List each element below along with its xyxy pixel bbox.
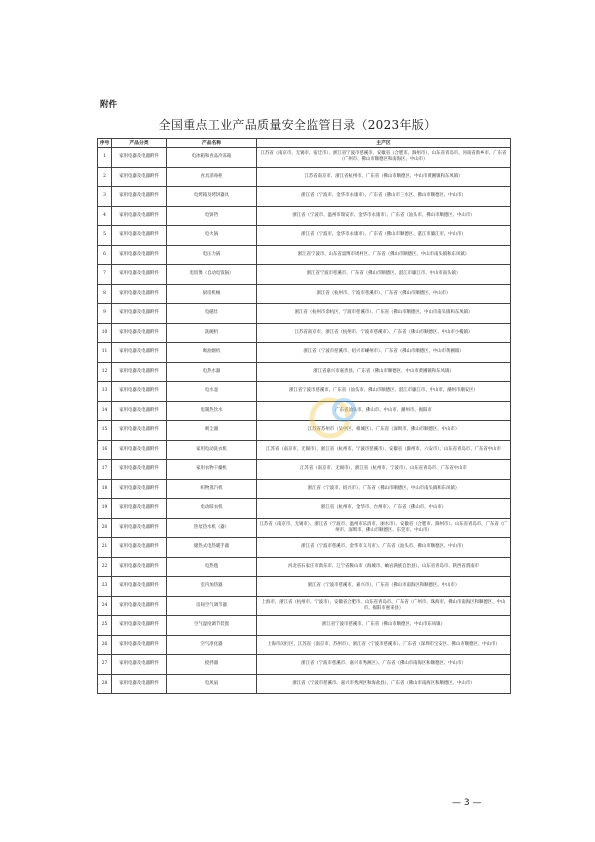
cell-no: 4 bbox=[98, 206, 112, 226]
table-row bbox=[98, 518, 511, 538]
catalog-table bbox=[97, 138, 511, 694]
table-row bbox=[98, 557, 511, 577]
cell-area: 浙江省（宁波市慈溪市、金华市义乌市）、广东省（汕头市、佛山市顺德区、中山市） bbox=[257, 538, 511, 558]
cell-no: 11 bbox=[98, 343, 112, 363]
cell-no: 12 bbox=[98, 362, 112, 382]
cell-product: 织物蒸汽机 bbox=[167, 479, 257, 499]
cell-product: 电风扇 bbox=[167, 674, 257, 694]
header-category: 产品分类 bbox=[112, 139, 167, 148]
cell-area: 浙江省（宁波市、金华市永康市）、广东省（佛山市三水区、佛山市顺德区、中山市） bbox=[257, 187, 511, 207]
cell-area: 江苏省（南京市、无锡市）、浙江省（杭州市、宁波市慈溪市）、安徽省（滁州市、六安市）、山东省青岛市、广东省中山市 bbox=[257, 440, 511, 460]
cell-area: 浙江省（宁波市慈溪市、嘉兴市秀洲区和海盐县）、广东省（佛山市南海区和顺德区、中山市） bbox=[257, 674, 511, 694]
cell-product: 储热式电热暖手器 bbox=[167, 538, 257, 558]
table-header-row bbox=[98, 139, 511, 148]
cell-category: 家用电器及电器附件 bbox=[112, 245, 167, 265]
cell-area: 浙江省（杭州市、宁波市慈溪市）、广东省（佛山市顺德区、中山市） bbox=[257, 284, 511, 304]
cell-product: 空气净化器 bbox=[167, 635, 257, 655]
cell-product: 吸油烟机 bbox=[167, 343, 257, 363]
cell-product: 吸尘器 bbox=[167, 421, 257, 441]
cell-area: 江苏省南京市、浙江省杭州市、广东省（佛山市顺德区、中山市黄圃镇和东凤镇） bbox=[257, 167, 511, 187]
cell-category: 家用电器及电器附件 bbox=[112, 226, 167, 246]
cell-area: 浙江省（宁波市、绍兴市）、广东省（佛山市顺德区、中山市南头镇和东凤镇） bbox=[257, 479, 511, 499]
cell-category: 家用电器及电器附件 bbox=[112, 323, 167, 343]
table-row bbox=[98, 499, 511, 519]
cell-no: 25 bbox=[98, 616, 112, 636]
cell-product: 室内加热器 bbox=[167, 577, 257, 597]
cell-area: 江苏省南京市、浙江省（杭州市、宁波市慈溪市）、广东省（佛山市顺德区、中山市小榄镇） bbox=[257, 323, 511, 343]
cell-no: 9 bbox=[98, 304, 112, 324]
cell-category: 家用电器及电器附件 bbox=[112, 362, 167, 382]
cell-area: 浙江省宁波市慈溪市、广东省（汕头市、佛山市顺德区、湛江市廉江市、中山市、潮州市潮安区） bbox=[257, 382, 511, 402]
table-row bbox=[98, 538, 511, 558]
cell-area: 浙江省（宁波市慈溪市、嘉兴市）、广东省（佛山市南海区和顺德区、中山市） bbox=[257, 577, 511, 597]
cell-category: 家用电器及电器附件 bbox=[112, 440, 167, 460]
cell-category: 家用电器及电器附件 bbox=[112, 382, 167, 402]
cell-no: 14 bbox=[98, 401, 112, 421]
cell-product: 房间空气调节器 bbox=[167, 596, 257, 616]
table-row bbox=[98, 460, 511, 480]
cell-product: 热泵热水机（器） bbox=[167, 518, 257, 538]
cell-product: 电热毯 bbox=[167, 557, 257, 577]
table-row bbox=[98, 323, 511, 343]
cell-category: 家用电器及电器附件 bbox=[112, 206, 167, 226]
cell-product: 厨房机械 bbox=[167, 284, 257, 304]
cell-no: 8 bbox=[98, 284, 112, 304]
cell-category: 家用电器及电器附件 bbox=[112, 538, 167, 558]
cell-area: 浙江省（宁波市、温州市瑞安市、金华市永康市）、广东省（汕头市、佛山市顺德区、中山市） bbox=[257, 206, 511, 226]
cell-category: 家用电器及电器附件 bbox=[112, 557, 167, 577]
cell-product: 电饼铛 bbox=[167, 206, 257, 226]
table-row bbox=[98, 245, 511, 265]
cell-area: 上海市、浙江省（杭州市、宁波市）、安徽省合肥市、山东省青岛市、广东省（广州市、珠海市、佛山市南海区和顺德区、中山市、揭阳市惠来县） bbox=[257, 596, 511, 616]
table-row bbox=[98, 304, 511, 324]
cell-category: 家用电器及电器附件 bbox=[112, 479, 167, 499]
table-row bbox=[98, 206, 511, 226]
table-row bbox=[98, 362, 511, 382]
table-row bbox=[98, 655, 511, 675]
cell-product: 电水壶 bbox=[167, 382, 257, 402]
cell-product: 洗碗机 bbox=[167, 323, 257, 343]
table-row bbox=[98, 596, 511, 616]
cell-no: 21 bbox=[98, 538, 112, 558]
cell-no: 27 bbox=[98, 655, 112, 675]
cell-no: 7 bbox=[98, 265, 112, 285]
header-no: 序号 bbox=[98, 139, 112, 148]
cell-area: 浙江省嘉兴市嘉善县、广东省（佛山市顺德区、中山市黄圃镇和东凤镇） bbox=[257, 362, 511, 382]
cell-no: 1 bbox=[98, 148, 112, 168]
cell-category: 家用电器及电器附件 bbox=[112, 499, 167, 519]
cell-category: 家用电器及电器附件 bbox=[112, 401, 167, 421]
cell-area: 江苏省苏州市（吴中区、相城区）、广东省（深圳市、佛山市顺德区、中山市） bbox=[257, 421, 511, 441]
cell-product: 电磁灶 bbox=[167, 304, 257, 324]
table-row bbox=[98, 167, 511, 187]
cell-category: 家用电器及电器附件 bbox=[112, 635, 167, 655]
cell-category: 家用电器及电器附件 bbox=[112, 187, 167, 207]
cell-category: 家用电器及电器附件 bbox=[112, 284, 167, 304]
cell-category: 家用电器及电器附件 bbox=[112, 577, 167, 597]
cell-no: 24 bbox=[98, 596, 112, 616]
cell-product: 电制热饮水 bbox=[167, 401, 257, 421]
cell-no: 13 bbox=[98, 382, 112, 402]
cell-area: 浙江省宁波市慈溪市、广东省（佛山市顺德区、湛江市廉江市、中山市南头镇） bbox=[257, 265, 511, 285]
cell-no: 26 bbox=[98, 635, 112, 655]
table-row bbox=[98, 343, 511, 363]
header-product: 产品名称 bbox=[167, 139, 257, 148]
document-title: 全国重点工业产品质量安全监管目录（2023年版） bbox=[158, 118, 437, 132]
cell-area: 上海市闵行区、江苏省（南京市、苏州市）、浙江省（宁波市慈溪市）、广东省（深圳市宝安区、佛山市顺德区、中山市） bbox=[257, 635, 511, 655]
cell-no: 6 bbox=[98, 245, 112, 265]
cell-product: 食具消毒柜 bbox=[167, 167, 257, 187]
cell-category: 家用电器及电器附件 bbox=[112, 265, 167, 285]
cell-product: 电饭煲（自动电饭锅） bbox=[167, 265, 257, 285]
table-row bbox=[98, 187, 511, 207]
cell-category: 家用电器及电器附件 bbox=[112, 167, 167, 187]
table-row bbox=[98, 577, 511, 597]
cell-no: 22 bbox=[98, 557, 112, 577]
cell-category: 家用电器及电器附件 bbox=[112, 655, 167, 675]
cell-product: 空气湿度调节装置 bbox=[167, 616, 257, 636]
cell-area: 浙江省（杭州市余杭区、宁波市慈溪市）、广东省（佛山市顺德区、中山市南头镇和东凤镇） bbox=[257, 304, 511, 324]
cell-category: 家用电器及电器附件 bbox=[112, 596, 167, 616]
cell-category: 家用电器及电器附件 bbox=[112, 674, 167, 694]
cell-no: 2 bbox=[98, 167, 112, 187]
cell-product: 电冰箱和食品冷冻箱 bbox=[167, 148, 257, 168]
cell-area: 河北省石家庄市新乐市、辽宁省鞍山市（海城市、岫岩满族自治县）、山东省青岛市、陕西省渭南市 bbox=[257, 557, 511, 577]
cell-area: 江苏省（南京市、无锡市）、浙江省（宁波市、温州市乐清市、丽水市）、安徽省（合肥市、滁州市）、山东省青岛市、广东省（广州市、深圳市、佛山市顺德区、东莞市、中山市） bbox=[257, 518, 511, 538]
table-row bbox=[98, 265, 511, 285]
cell-product: 搅拌器 bbox=[167, 655, 257, 675]
cell-product: 家用电动洗衣机 bbox=[167, 440, 257, 460]
cell-area: 江苏省（南京市、无锡市、宿迁市）、浙江省宁波市慈溪市、安徽省（合肥市、滁州市）、山东省青岛市、河南省新乡市、广东省（广州市、佛山市顺德区和南海区、中山市） bbox=[257, 148, 511, 168]
cell-no: 28 bbox=[98, 674, 112, 694]
cell-no: 20 bbox=[98, 518, 112, 538]
cell-area: 浙江省宁波市、山东省淄博市周村区、广东省（佛山市顺德区、中山市南头镇和东凤镇） bbox=[257, 245, 511, 265]
table-body bbox=[98, 148, 511, 694]
cell-no: 5 bbox=[98, 226, 112, 246]
cell-no: 15 bbox=[98, 421, 112, 441]
cell-area: 江苏省（南京市、无锡市）、浙江省（杭州市、宁波市）、山东省青岛市、广东省中山市 bbox=[257, 460, 511, 480]
cell-area: 浙江省宁波市慈溪市、广东省（佛山市顺德区、中山市东凤镇） bbox=[257, 616, 511, 636]
cell-category: 家用电器及电器附件 bbox=[112, 616, 167, 636]
cell-area: 浙江省（宁波市慈溪市、绍兴市嵊州市）、广东省（佛山市顺德区、中山市黄圃镇） bbox=[257, 343, 511, 363]
cell-area: 广东省汕头市、佛山市、中山市、潮州市、揭阳市 bbox=[257, 401, 511, 421]
cell-no: 23 bbox=[98, 577, 112, 597]
table-row bbox=[98, 440, 511, 460]
cell-no: 19 bbox=[98, 499, 112, 519]
table-row bbox=[98, 674, 511, 694]
cell-category: 家用电器及电器附件 bbox=[112, 518, 167, 538]
cell-no: 3 bbox=[98, 187, 112, 207]
table-row bbox=[98, 284, 511, 304]
cell-product: 家用衣物干燥机 bbox=[167, 460, 257, 480]
page-number: — 3 — bbox=[452, 798, 482, 808]
cell-category: 家用电器及电器附件 bbox=[112, 148, 167, 168]
cell-no: 17 bbox=[98, 460, 112, 480]
cell-product: 电热水器 bbox=[167, 362, 257, 382]
table-row bbox=[98, 148, 511, 168]
cell-category: 家用电器及电器附件 bbox=[112, 460, 167, 480]
table-row bbox=[98, 421, 511, 441]
cell-area: 浙江省（宁波市、金华市永康市）、广东省（佛山市顺德区、湛江市廉江市、中山市） bbox=[257, 226, 511, 246]
cell-category: 家用电器及电器附件 bbox=[112, 304, 167, 324]
cell-category: 家用电器及电器附件 bbox=[112, 421, 167, 441]
table-row bbox=[98, 401, 511, 421]
attachment-label: 附件 bbox=[100, 100, 118, 110]
table-row bbox=[98, 635, 511, 655]
cell-product: 电烤箱及烤饼器具 bbox=[167, 187, 257, 207]
header-area: 主产区 bbox=[257, 139, 511, 148]
table-row bbox=[98, 479, 511, 499]
cell-product: 电火锅 bbox=[167, 226, 257, 246]
table-row bbox=[98, 616, 511, 636]
cell-no: 16 bbox=[98, 440, 112, 460]
cell-category: 家用电器及电器附件 bbox=[112, 343, 167, 363]
cell-area: 浙江省（杭州市、金华市、台州市）、广东省（佛山市、中山市） bbox=[257, 499, 511, 519]
cell-product: 电压力锅 bbox=[167, 245, 257, 265]
cell-area: 浙江省（宁波市慈溪市、嘉兴市秀洲区）、广东省（佛山市南海区和顺德区、中山市） bbox=[257, 655, 511, 675]
cell-no: 18 bbox=[98, 479, 112, 499]
table-row bbox=[98, 382, 511, 402]
table-row bbox=[98, 226, 511, 246]
cell-no: 10 bbox=[98, 323, 112, 343]
cell-product: 电动晾衣机 bbox=[167, 499, 257, 519]
